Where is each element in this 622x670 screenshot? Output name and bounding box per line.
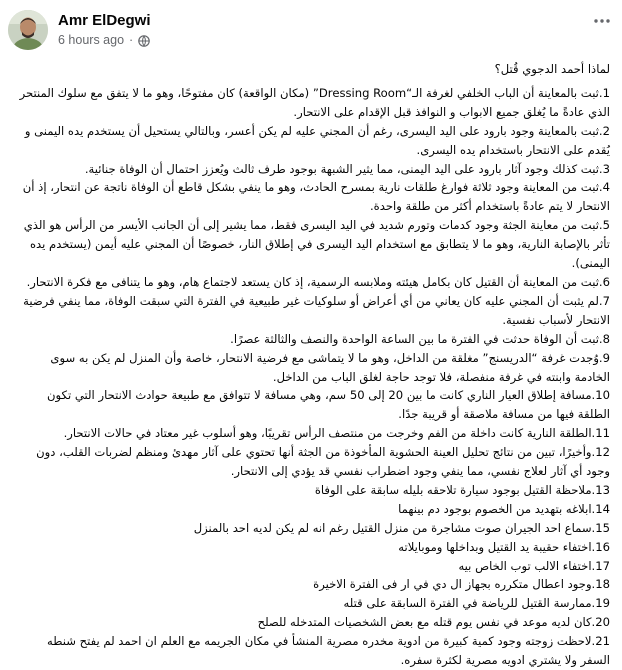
post-point: 6.ثبت من المعاينة أن القتيل كان بكامل هيئته وملابسه الرسمية، إذ كان يستعد لاجتماع هام، وهو ما يتنافى مع فكرة الانتحار. [26,274,610,289]
post-point: 20.كان لديه موعد في نفس يوم قتله مع بعض الشخصيات المتدخله للصلح [257,615,610,630]
post-point: 5.ثبت من معاينة الجثة وجود كدمات وتورم شديد في اليد اليسرى فقط، مما يشير إلى أن الجانب الأيسر من الرأس هو الذي تأثر بالإصابة النارية، وهو ما لا يتطابق مع استخدام اليد اليسرى في إطلاق النار، خصوصًا أن المجني عليه أيمن (يستخدم يده اليمنى). [23,218,610,271]
post-point: 3.ثبت كذلك وجود آثار بارود على اليد اليمنى، مما يثير الشبهة بوجود طرف ثالث ويُعزز احتمال أن الوفاة جنائية. [84,161,610,176]
author-name[interactable]: Amr ElDegwi [58,12,151,29]
post-point: 19.ممارسة القتيل للرياضة في الفترة السابقة على قتله [343,596,610,611]
post-point: 15.سماع احد الجيران صوت مشاجرة من منزل القتيل رغم انه لم يكن لديه احد بالمنزل [193,520,610,535]
post-meta [58,33,150,48]
post-timestamp[interactable]: 6 hours ago [58,33,125,47]
post-title: لماذا أحمد الدجوي قُتل؟ [494,62,610,76]
post-point: 18.وجود اعطال متكرره بجهاز ال دي في ار فى الفترة الاخيرة [313,577,610,592]
post-point: 12.وأخيرًا، تبين من نتائج تحليل العينة الحشوية المأخوذة من الجثة أنها تحتوي على آثار مهدئ ومنظم لضربات القلب، دون وجود أي آثار لعلاج نفسي، مما ينفي وجود اضطراب نفسي قد يؤدي إلى الانتحار. [36,445,610,479]
post-body [14,56,610,670]
post-point: 1.ثبت بالمعاينة أن الباب الخلفي لغرفة الـ“Dressing Room” (مكان الواقعة) كان مفتوحًا، وهو ما لا يتفق مع سلوك المنتحر الذي عادةً ما يُغلق جميع الابواب و النوافذ قبل الإقدام على الانتحار. [19,85,610,119]
post-point: 7.لم يثبت أن المجني عليه كان يعاني من أي أعراض أو سلوكيات غير طبيعية في الفترة التي سبقت الوفاة، مما ينفي فرضية الانتحار لأسباب نفسية. [23,293,610,327]
post-point: 13.ملاحظة القتيل بوجود سيارة تلاحقه بليله سابقة على الوفاة [314,482,610,497]
post-point: 11.الطلقة النارية كانت داخلة من الفم وخرجت من منتصف الرأس تقريبًا، وهو أسلوب غير معتاد في حالات الانتحار. [63,426,610,441]
post-point: 2.ثبت بالمعاينة وجود بارود على اليد اليسرى، رغم أن المجني عليه لم يكن أعسر، وبالتالي يستحيل أن يستخدم يده اليمنى و يُقدم على الانتحار باستخدام يده اليسرى. [24,123,610,157]
avatar-image [8,10,48,50]
post-header [0,0,622,56]
post-point: 16.اختفاء حقيبة يد القتيل وبداخلها وموبايلاته [398,539,610,554]
post-point: 9.وُجدت غرفة “الدريسنج” مغلقة من الداخل، وهو ما لا يتماشى مع فرضية الانتحار، خاصة وأن المنزل لم يكن به سوى الخادمة وابنته في غرفة منفصلة، فلا توجد حاجة لغلق الباب من الداخل. [50,350,610,384]
more-options-icon[interactable] [592,12,612,32]
post-point: 14.ابلاغه بتهديد من الخصوم بوجود دم بينهما [398,501,610,516]
meta-separator: · [129,33,134,47]
author-avatar[interactable] [8,10,48,50]
post-point: 21.لاحظت زوجته وجود كمية كبيرة من ادوية مخدره مصرية المنشأ في مكان الجريمه مع العلم ان احمد لم يفتح شنطه السفر ولا يشتري ادويه مصرية لكثرة سفره. [46,634,610,668]
post-point: 8.ثبت أن الوفاة حدثت في الفترة ما بين الساعة الواحدة والنصف والثالثة عصرًا. [230,331,610,346]
post-point: 4.ثبت من المعاينة وجود ثلاثة فوارغ طلقات نارية بمسرح الحادث، وهو ما ينفي بشكل قاطع أن الوفاة ناتجة عن انتحار، إذ أن الانتحار لا يتم عادةً باستخدام أكثر من طلقة واحدة. [22,180,610,214]
post-point: 17.اختفاء الالب توب الخاص بيه [458,558,610,573]
post-point: 10.مسافة إطلاق العيار الناري كانت ما بين 20 إلى 50 سم، وهي مسافة لا تتوافق مع طبيعة حوادث الانتحار التي تكون الطلقة فيها من مسافة ملاصقة أو قريبة جدًا. [47,388,610,422]
globe-icon[interactable] [138,35,150,47]
post-points-list [14,84,610,670]
